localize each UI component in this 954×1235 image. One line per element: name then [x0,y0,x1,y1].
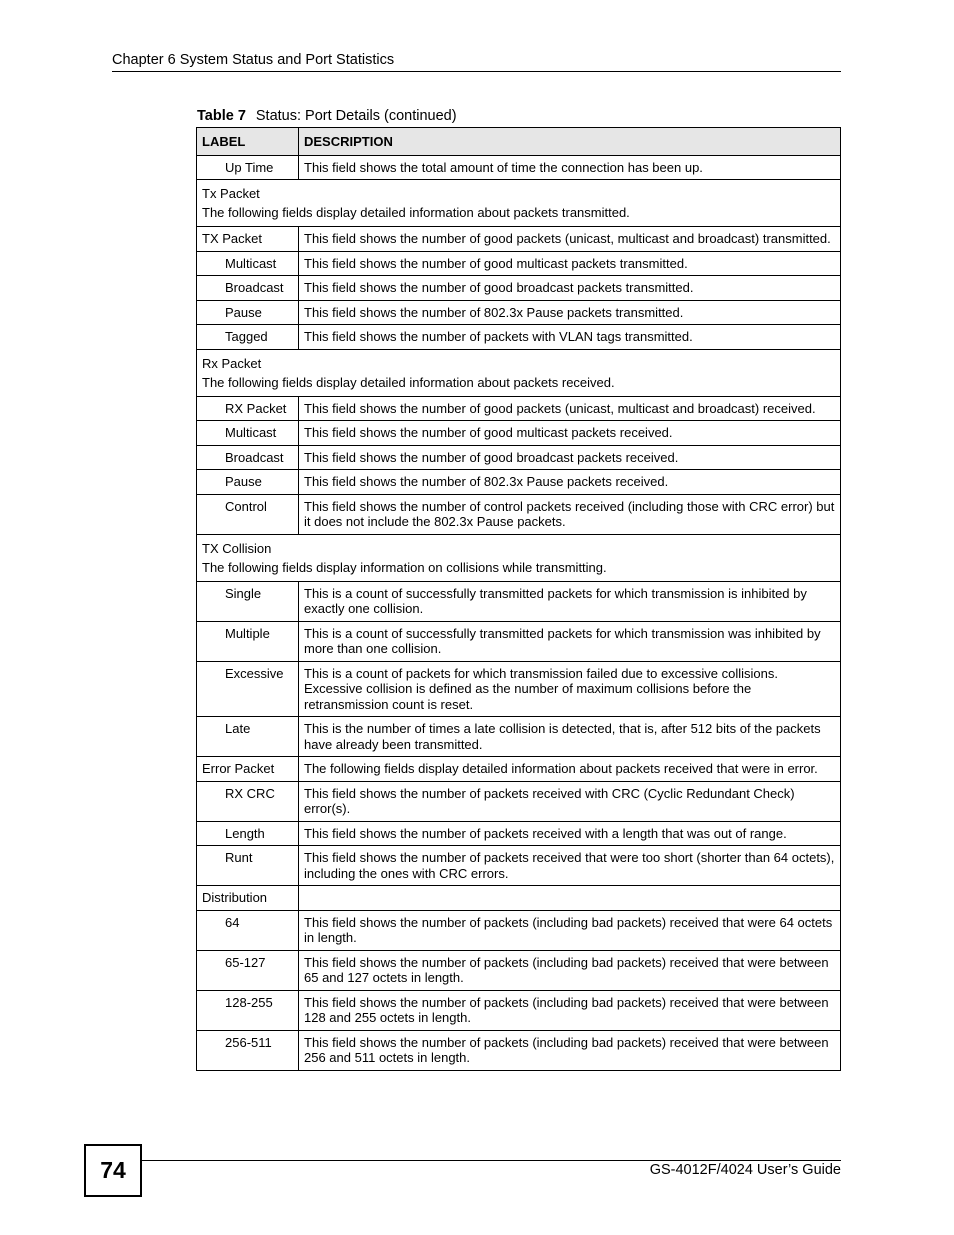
section-row [197,534,841,581]
row-description: This field shows the number of packets received with a length that was out of range. [299,821,841,846]
page-header [112,51,841,72]
section-text: The following fields display information on collisions while transmitting. [202,559,607,575]
row-label: Pause [197,300,299,325]
table-caption [197,108,457,124]
table-row [197,300,841,325]
row-label: Runt [197,846,299,886]
row-label: Excessive [197,661,299,717]
row-description: This field shows the number of good multicast packets transmitted. [299,251,841,276]
row-label: RX Packet [197,396,299,421]
table-row [197,325,841,350]
row-description: This field shows the number of good packets (unicast, multicast and broadcast) transmitted. [299,227,841,252]
row-label: Late [197,717,299,757]
row-label: Broadcast [197,445,299,470]
table-row [197,396,841,421]
label-column-header: LABEL [197,128,299,156]
table-row [197,251,841,276]
row-description: This field shows the number of packets (including bad packets) received that were between 128 and 255 octets in length. [299,990,841,1030]
row-label: Multiple [197,621,299,661]
row-label: RX CRC [197,781,299,821]
row-description: This field shows the number of packets (including bad packets) received that were between 65 and 127 octets in length. [299,950,841,990]
row-label: 65-127 [197,950,299,990]
section-row [197,180,841,227]
table-row [197,990,841,1030]
guide-title: GS-4012F/4024 User’s Guide [649,1162,841,1178]
section-title: TX Collision [202,540,272,556]
row-description: This field shows the number of good multicast packets received. [299,421,841,446]
row-label: Multicast [197,251,299,276]
row-label: Distribution [197,886,299,911]
section-cell [197,534,841,581]
row-description: This field shows the number of packets with VLAN tags transmitted. [299,325,841,350]
table-row [197,155,841,180]
row-label: Multicast [197,421,299,446]
section-row [197,349,841,396]
row-description [299,886,841,911]
row-label: Tagged [197,325,299,350]
table-row [197,581,841,621]
table-number: Table 7 [197,108,246,124]
table-row [197,621,841,661]
row-description: This is the number of times a late collision is detected, that is, after 512 bits of the packets have already been transmitted. [299,717,841,757]
row-description: This is a count of successfully transmitted packets for which transmission is inhibited by exactly one collision. [299,581,841,621]
table-row [197,227,841,252]
row-label: Pause [197,470,299,495]
chapter-title: Chapter 6 System Status and Port Statistics [112,52,395,68]
table-row [197,276,841,301]
row-description: This field shows the number of 802.3x Pause packets received. [299,470,841,495]
table-row [197,886,841,911]
section-text: The following fields display detailed information about packets transmitted. [202,205,630,220]
row-description: The following fields display detailed information about packets received that were in error. [299,757,841,782]
section-cell [197,180,841,227]
row-description: This field shows the number of good packets (unicast, multicast and broadcast) received. [299,396,841,421]
row-description: This field shows the number of packets (including bad packets) received that were between 256 and 511 octets in length. [299,1030,841,1070]
description-column-header: DESCRIPTION [299,128,841,156]
row-label: 256-511 [197,1030,299,1070]
section-cell [197,349,841,396]
footer-divider [140,1160,841,1161]
row-label: 64 [197,910,299,950]
table-body [197,155,841,1070]
section-title: Rx Packet [202,355,262,371]
row-description: This is a count of successfully transmitted packets for which transmission was inhibited by more than one collision. [299,621,841,661]
table-row [197,494,841,534]
row-description: This field shows the number of control packets received (including those with CRC error) but it does not include the 802.3x Pause packets. [299,494,841,534]
row-label: 128-255 [197,990,299,1030]
row-description: This field shows the number of packets received with CRC (Cyclic Redundant Check) error(s). [299,781,841,821]
table-row [197,470,841,495]
table-title: Status: Port Details (continued) [255,108,457,124]
row-description: This field shows the number of packets (including bad packets) received that were 64 octets in length. [299,910,841,950]
row-label: Error Packet [197,757,299,782]
table-row [197,910,841,950]
page-number: 74 [84,1144,142,1197]
row-label: Length [197,821,299,846]
row-description: This field shows the number of packets received that were too short (shorter than 64 octets), including the ones with CRC errors. [299,846,841,886]
table-header-row [197,128,841,156]
table-row [197,781,841,821]
row-description: This is a count of packets for which transmission failed due to excessive collisions. Excessive collision is defined as the number of maximum collisions before the retransmission count is reset. [299,661,841,717]
section-title: Tx Packet [202,186,260,201]
row-label: Up Time [197,155,299,180]
table-row [197,661,841,717]
row-label: Single [197,581,299,621]
row-label: TX Packet [197,227,299,252]
table-row [197,717,841,757]
row-description: This field shows the number of good broadcast packets received. [299,445,841,470]
table-row [197,950,841,990]
table-row [197,1030,841,1070]
table-row [197,445,841,470]
table-row [197,421,841,446]
row-description: This field shows the number of good broadcast packets transmitted. [299,276,841,301]
port-details-table [196,127,841,1071]
table-row [197,821,841,846]
table-row [197,757,841,782]
row-label: Broadcast [197,276,299,301]
row-description: This field shows the number of 802.3x Pause packets transmitted. [299,300,841,325]
row-description: This field shows the total amount of time the connection has been up. [299,155,841,180]
section-text: The following fields display detailed information about packets received. [202,374,615,390]
table-row [197,846,841,886]
row-label: Control [197,494,299,534]
